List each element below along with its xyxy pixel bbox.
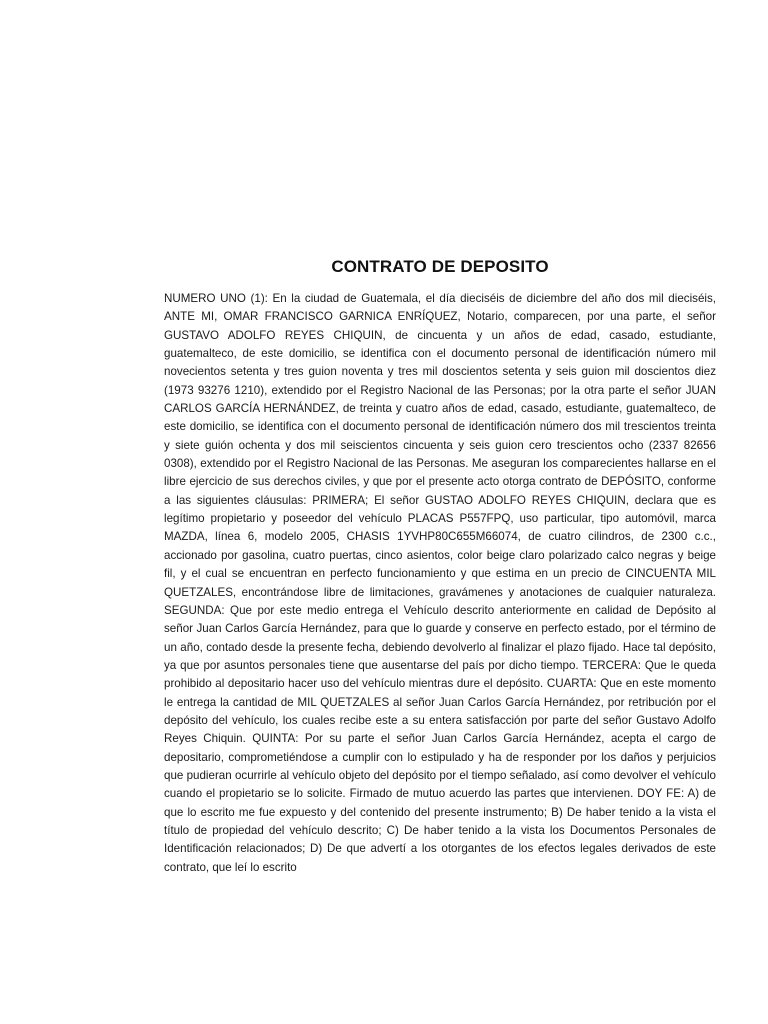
document-body: NUMERO UNO (1): En la ciudad de Guatemala, el día dieciséis de diciembre del año dos mil dieciséis, ANTE MI, OMAR FRANCISCO GARNICA ENRÍQUEZ, Notario, comparecen, por una parte, el señor GUSTAVO ADOLFO REYES CHIQUIN, de cincuenta y un años de edad, casado, estudiante, guatemalteco, de este domicilio, se identifica con el documento personal de identificación número mil novecientos setenta y tres guion noventa y tres mil doscientos setenta y seis guion mil doscientos diez (1973 93276 1210), extendido por el Registro Nacional de las Personas; por la otra parte el señor JUAN CARLOS GARCÍA HERNÁNDEZ, de treinta y cuatro años de edad, casado, estudiante, guatemalteco, de este domicilio, se identifica con el documento personal de identificación número dos mil trescientos treinta y siete guión ochenta y dos mil seiscientos cincuenta y seis guion cero trescientos ocho (2337 82656 0308), extendido por el Registro Nacional de las Personas. Me aseguran los comparecientes hallarse en el libre ejercicio de sus derechos civiles, y que por el presente acto otorga contrato de DEPÓSITO, conforme a las siguientes cláusulas: PRIMERA; El señor GUSTAO ADOLFO REYES CHIQUIN, declara que es legítimo propietario y poseedor del vehículo PLACAS P557FPQ, uso particular, tipo automóvil, marca MAZDA, línea 6, modelo 2005, CHASIS 1YVHP80C655M66074, de cuatro cilindros, de 2300 c.c., accionado por gasolina, cuatro puertas, cinco asientos, color beige claro polarizado calco negras y beige fil, y el cual se encuentran en perfecto funcionamiento y que estima en un precio de CINCUENTA MIL QUETZALES, encontrándose libre de limitaciones, gravámenes y anotaciones de cualquier naturaleza. SEGUNDA: Que por este medio entrega el Vehículo descrito anteriormente en calidad de Depósito al señor Juan Carlos García Hernández, para que lo guarde y conserve en perfecto estado, por el término de un año, contado desde la presente fecha, debiendo devolverlo al finalizar el plazo fijado. Hace tal depósito, ya que por asuntos personales tiene que ausentarse del país por dicho tiempo. TERCERA: Que le queda prohibido al depositario hacer uso del vehículo mientras dure el depósito. CUARTA: Que en este momento le entrega la cantidad de MIL QUETZALES al señor Juan Carlos García Hernández, por retribución por el depósito del vehículo, los cuales recibe este a su entera satisfacción por parte del señor Gustavo Adolfo Reyes Chiquin. QUINTA: Por su parte el señor Juan Carlos García Hernández, acepta el cargo de depositario, comprometiéndose a cumplir con lo estipulado y ha de responder por los daños y perjuicios que pudieran ocurrirle al vehículo objeto del depósito por el tiempo señalado, así como devolver el vehículo cuando el propietario se lo solicite. Firmado de mutuo acuerdo las partes que intervienen. DOY FE: A) de que lo escrito me fue expuesto y del contenido del presente instrumento; B) De haber tenido a la vista el título de propiedad del vehículo descrito; C) De haber tenido a la vista los Documentos Personales de Identificación relacionados; D) De que advertí a los otorgantes de los efectos legales derivados de este contrato, que leí lo escrito [164,292,716,874]
document-title: CONTRATO DE DEPOSITO [331,257,549,276]
